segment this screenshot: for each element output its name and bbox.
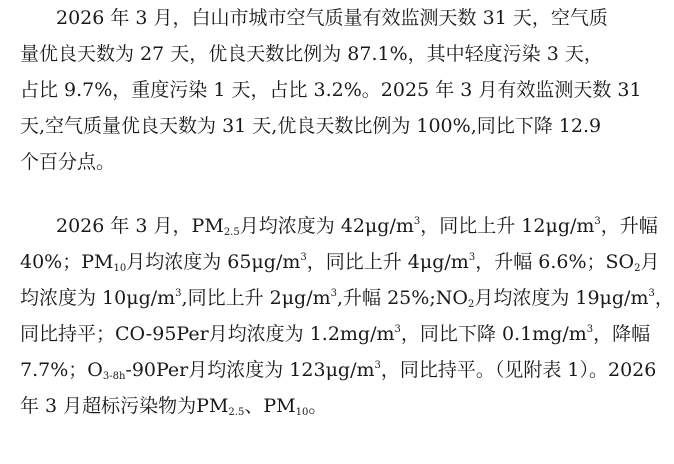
paragraph2-line-6 bbox=[0, 388, 638, 424]
text-segment: 年 3 月超标污染物为PM bbox=[20, 395, 229, 417]
text-segment: 月均浓度为 65μg/m bbox=[126, 251, 301, 273]
text-segment: ,升幅 25%;NO bbox=[337, 287, 468, 309]
superscript: 3 bbox=[594, 216, 601, 227]
superscript: 3 bbox=[300, 252, 307, 263]
text-segment: ，升幅 bbox=[600, 215, 658, 237]
text-segment: ，降幅 bbox=[593, 323, 651, 345]
superscript: 3 bbox=[374, 360, 381, 371]
subscript: 2.5 bbox=[223, 227, 240, 238]
text-segment: 月 bbox=[640, 251, 660, 273]
text-segment: 7.7%；O bbox=[20, 359, 103, 381]
text-segment: ，同比上升 12μg/m bbox=[420, 215, 595, 237]
superscript: 3 bbox=[586, 324, 594, 335]
text-segment: ，同比下降 0.1mg/m bbox=[400, 323, 587, 345]
paragraph1-line-4: 天,空气质量优良天数为 31 天,优良天数比例为 100%,同比下降 12.9 bbox=[20, 115, 602, 137]
text-segment: ，同比上升 4μg/m bbox=[306, 251, 469, 273]
text-segment: 。 bbox=[308, 395, 328, 417]
text-segment: -90Per月均浓度为 123μg/m bbox=[125, 359, 375, 381]
text-segment: 40%；PM bbox=[20, 251, 114, 273]
superscript: 3 bbox=[648, 288, 655, 299]
subscript: 3-8h bbox=[102, 371, 126, 382]
superscript: 3 bbox=[175, 288, 182, 299]
superscript: 3 bbox=[468, 252, 476, 263]
subscript: 10 bbox=[113, 263, 127, 274]
superscript: 3 bbox=[413, 216, 421, 227]
paragraph2-line-5 bbox=[0, 352, 657, 388]
text-segment: 2026 年 3 月，PM bbox=[56, 215, 224, 237]
subscript: 10 bbox=[295, 407, 309, 418]
text-segment: 同比持平；CO-95Per月均浓度为 1.2mg/m bbox=[20, 323, 395, 345]
text-segment: ，同比持平。（见附表 1）。2026 bbox=[380, 359, 657, 381]
paragraph1-line-3: 占比 9.7%，重度污染 1 天，占比 3.2%。2025 年 3 月有效监测天数 31 bbox=[20, 79, 642, 101]
text-segment: 均浓度为 10μg/m bbox=[20, 287, 176, 309]
subscript: 2.5 bbox=[228, 407, 245, 418]
paragraph2-line-3 bbox=[0, 280, 674, 316]
paragraph1-line-2: 量优良天数为 27 天，优良天数比例为 87.1%，其中轻度污染 3 天， bbox=[20, 43, 603, 65]
paragraph2-line-2 bbox=[0, 244, 660, 280]
paragraph1-line-1: 2026 年 3 月，白山市城市空气质量有效监测天数 31 天，空气质 bbox=[56, 7, 608, 29]
text-segment: 月均浓度为 19μg/m bbox=[474, 287, 649, 309]
text-segment: ，升幅 6.6%；SO bbox=[475, 251, 635, 273]
text-segment: ,同比上升 2μg/m bbox=[181, 287, 331, 309]
paragraph1-line-5: 个百分点。 bbox=[20, 151, 116, 173]
superscript: 3 bbox=[330, 288, 338, 299]
subscript: 2 bbox=[634, 263, 641, 274]
text-segment: 、PM bbox=[244, 395, 296, 417]
subscript: 2 bbox=[467, 299, 475, 310]
paragraph2-line-1 bbox=[0, 208, 674, 244]
paragraph2-line-4 bbox=[0, 316, 651, 352]
text-segment: 月均浓度为 42μg/m bbox=[239, 215, 414, 237]
superscript: 3 bbox=[394, 324, 401, 335]
text-segment: ， bbox=[654, 287, 674, 309]
